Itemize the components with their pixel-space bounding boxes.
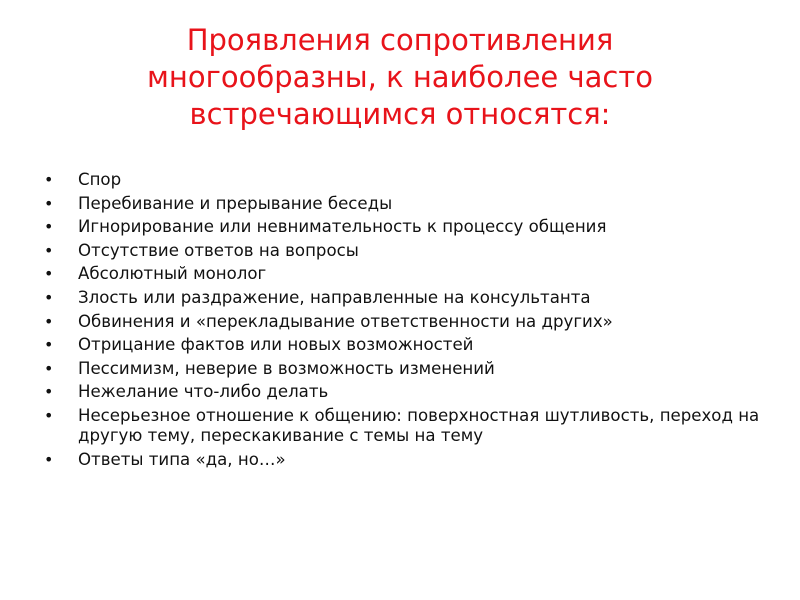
- bullet-icon: •: [44, 382, 54, 402]
- list-item: [44, 170, 764, 190]
- list-item: [44, 312, 764, 332]
- list-item-text: Злость или раздражение, направленные на консультанта: [78, 287, 591, 307]
- list-item: [44, 406, 764, 446]
- list-item-text: Абсолютный монолог: [78, 264, 267, 284]
- bullet-list: [44, 170, 764, 473]
- bullet-icon: •: [44, 287, 54, 307]
- list-item-text: Отрицание фактов или новых возможностей: [78, 335, 474, 355]
- list-item: [44, 217, 764, 237]
- list-item: [44, 359, 764, 379]
- bullet-icon: •: [44, 405, 54, 425]
- list-item: [44, 335, 764, 355]
- bullet-icon: •: [44, 217, 54, 237]
- bullet-icon: •: [44, 240, 54, 260]
- list-item-text: Несерьезное отношение к общению: поверхностная шутливость, переход на другую тему, перескакивание с темы на тему: [78, 405, 760, 445]
- list-item: [44, 450, 764, 470]
- list-item: [44, 264, 764, 284]
- bullet-icon: •: [44, 193, 54, 213]
- bullet-icon: •: [44, 264, 54, 284]
- bullet-icon: •: [44, 311, 54, 331]
- list-item-text: Пессимизм, неверие в возможность изменений: [78, 358, 495, 378]
- list-item-text: Отсутствие ответов на вопросы: [78, 240, 359, 260]
- bullet-icon: •: [44, 358, 54, 378]
- bullet-icon: •: [44, 170, 54, 189]
- list-item: [44, 194, 764, 214]
- slide-title: Проявления сопротивления многообразны, к наиболее часто встречающимся относятся:: [147, 23, 653, 131]
- list-item-text: Перебивание и прерывание беседы: [78, 193, 393, 213]
- list-item-text: Нежелание что-либо делать: [78, 382, 329, 402]
- list-item: [44, 382, 764, 402]
- list-item-text: Ответы типа «да, но…»: [78, 449, 286, 469]
- list-item: [44, 241, 764, 261]
- bullet-icon: •: [44, 335, 54, 355]
- list-item: [44, 288, 764, 308]
- list-item-text: Игнорирование или невнимательность к процессу общения: [78, 217, 607, 237]
- list-item-text: Обвинения и «перекладывание ответственности на других»: [78, 311, 613, 331]
- bullet-icon: •: [44, 449, 54, 469]
- list-item-text: Спор: [78, 170, 122, 189]
